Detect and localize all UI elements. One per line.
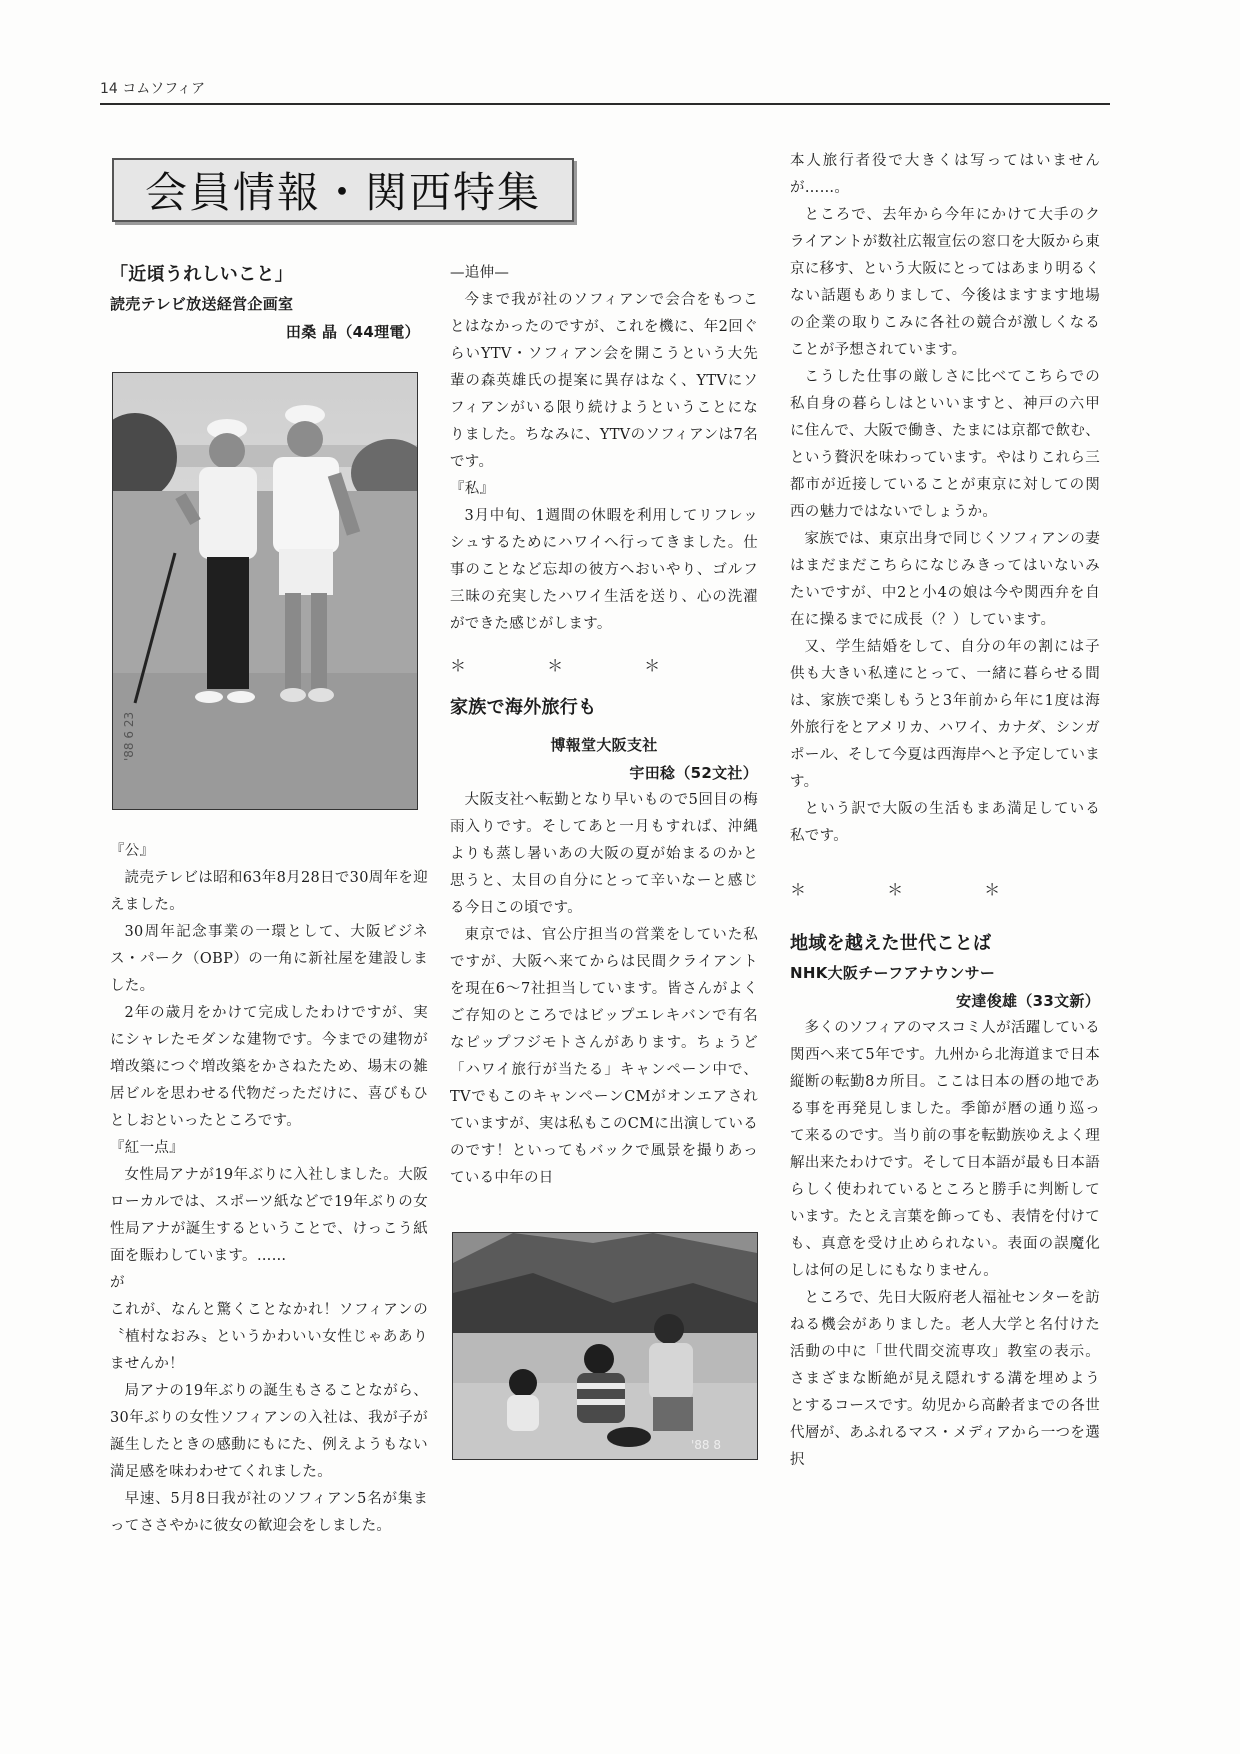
article1-body: [110, 838, 428, 1540]
article1-paragraph: 女性局アナが19年ぶりに入社しました。大阪ローカルでは、スポーツ紙などで19年ぶりの女性局アナが誕生するということで、けっこう紙面を賑わしています。……: [110, 1167, 428, 1264]
article1-org: 読売テレビ放送経営企画室: [110, 295, 294, 313]
article3-org: NHK大阪チーフアナウンサー: [790, 964, 996, 982]
article3-heading: 地域を越えた世代ことば: [790, 933, 992, 954]
article1-section-ko: 『公』: [110, 843, 155, 859]
article2-paragraph: 家族では、東京出身で同じくソフィアンの妻はまだまだこちらになじみきってはいないみたいですが、中2と小4の娘は今や関西弁を自在に操るまでに成長（？）しています。: [790, 531, 1100, 628]
article1-header: [110, 260, 420, 346]
article1-paragraph: 2年の歳月をかけて完成したわけですが、実にシャレたモダンな建物です。今までの建物が増改築につぐ増改築をかさねたため、場末の雑居ビルを思わせる代物だっただけに、喜びもひとしおといったところです。: [110, 1005, 428, 1129]
article2-paragraph: 本人旅行者役で大きくは写ってはいませんが……。: [790, 153, 1100, 196]
article3-author: 安達俊雄（33文新）: [956, 992, 1100, 1010]
article3-paragraph: ところで、先日大阪府老人福祉センターを訪ねる機会がありました。老人大学と名付けた活動の中に「世代間交流専攻」教室の表示。さまざまな断絶が見え隠れする溝を埋めようとするコースです。幼児から高齢者までの各世代層が、あふれるマス・メディアから一つを選択: [790, 1290, 1100, 1468]
article2-paragraph: 大阪支社へ転勤となり早いもので5回目の梅雨入りです。そしてあと一月もすれば、沖縄よりも蒸し暑いあの大阪の夏が始まるのかと思うと、太目の自分にとって辛いなーと感じる今日この頃です。: [450, 792, 758, 916]
page-number-header: 14 コムソフィア: [100, 81, 206, 97]
article1-paragraph: 今まで我が社のソフィアンで会合をもつことはなかったのですが、これを機に、年2回ぐらいYTV・ソフィアン会を開こうという大先輩の森英雄氏の提案に異存はなく、YTVにソフィアンがいる限り続けようということになりました。ちなみに、YTVのソフィアンは7名です。: [450, 292, 758, 470]
article1-section-koitten: 『紅一点』: [110, 1140, 184, 1156]
article2-author: 宇田稔（52文社）: [629, 764, 758, 782]
article2-paragraph: という訳で大阪の生活もまあ満足している私です。: [790, 801, 1100, 844]
golf-photo-caption: '88 6 23: [122, 711, 136, 761]
column-3: [790, 148, 1100, 1474]
article3-paragraph: 多くのソフィアのマスコミ人が活躍している関西へ来て5年です。九州から北海道まで日本縦断の転勤8カ所目。ここは日本の暦の地である事を再発見しました。季節が暦の通り巡って来るのです。当り前の事を転勤族ゆえよく理解出来たわけです。そして日本語が最も日本語らしく使われているところと勝手に判断しています。たとえ言葉を飾っても、表情を付けても、真意を受け止められない。表面の誤魔化しは何の足しにもなりません。: [790, 1020, 1100, 1279]
article1-heading: 「近頃うれしいこと」: [110, 264, 293, 285]
feature-title: 会員情報・関西特集: [112, 158, 574, 222]
article1-paragraph: が: [110, 1275, 125, 1291]
family-photo-illustration: [453, 1233, 757, 1459]
article2-org: 博報堂大阪支社: [550, 736, 658, 754]
article1-paragraph: 読売テレビは昭和63年8月28日で30周年を迎えました。: [110, 870, 428, 913]
article2-paragraph: 東京では、官公庁担当の営業をしていた私ですが、大阪へ来てからは民間クライアントを現在6〜7社担当しています。皆さんがよくご存知のところではビップエレキバンで有名なピップフジモトさんがあります。ちょうど「ハワイ旅行が当たる」キャンペーン中で、TVでもこのキャンペーンCMがオンエアされていますが、実は私もこのCMに出演しているのです！といってもバックで風景を撮りあっている中年の日: [450, 927, 758, 1186]
article2-paragraph: こうした仕事の厳しさに比べてこちらでの私自身の暮らしはといいますと、神戸の六甲に住んで、大阪で働き、たまには京都で飲む、という贅沢を味わっています。やはりこれら三都市が近接していることが東京に対しての関西の魅力ではないでしょうか。: [790, 369, 1100, 520]
family-photo-caption: '88 8: [691, 1438, 722, 1452]
article1-section-watashi: 『私』: [450, 481, 495, 497]
header-rule: [100, 103, 1110, 105]
golf-photo-illustration: [113, 373, 417, 809]
section-separator: ＊ ＊ ＊: [790, 880, 1039, 899]
article1-paragraph: 早速、5月8日我が社のソフィアン5名が集まってささやかに彼女の歓迎会をしました。: [110, 1491, 428, 1534]
article1-paragraph: 3月中旬、1週間の休暇を利用してリフレッシュするためにハワイへ行ってきました。仕事のことなど忘却の彼方へおいやり、ゴルフ三昧の充実したハワイ生活を送り、心の洗濯ができた感じがします。: [450, 508, 758, 632]
article2-heading: 家族で海外旅行も: [450, 697, 597, 718]
family-photo: [452, 1232, 758, 1460]
article1-paragraph: 局アナの19年ぶりの誕生もさることながら、30年ぶりの女性ソフィアンの入社は、我が子が誕生したときの感動にもにた、例えようもない満足感を味わわせてくれました。: [110, 1383, 428, 1480]
article2-paragraph: 又、学生結婚をして、自分の年の割には子供も大きい私達にとって、一緒に暮らせる間は、家族で楽しもうと3年前から年に1度は海外旅行をとアメリカ、ハワイ、カナダ、シンガポール、そして今夏は西海岸へと予定しています。: [790, 639, 1100, 790]
article1-paragraph: 30周年記念事業の一環として、大阪ビジネス・パーク（OBP）の一角に新社屋を建設しました。: [110, 924, 428, 994]
article1-paragraph: これが、なんと驚くことなかれ！ソフィアンの〝植村なおみ〟というかわいい女性じゃあありませんか！: [110, 1302, 428, 1372]
section-separator: ＊ ＊ ＊: [450, 656, 699, 675]
article1-postscript-label: —追伸—: [450, 265, 510, 281]
article2-paragraph: ところで、去年から今年にかけて大手のクライアントが数社広報宣伝の窓口を大阪から東京に移す、という大阪にとってはあまり明るくない話題もありまして、今後はますます地場の企業の取りこみに各社の競合が激しくなることが予想されています。: [790, 207, 1100, 358]
column-2: [450, 260, 758, 1192]
article1-author: 田桑 晶（44理電）: [285, 323, 420, 341]
golf-photo: [112, 372, 418, 810]
